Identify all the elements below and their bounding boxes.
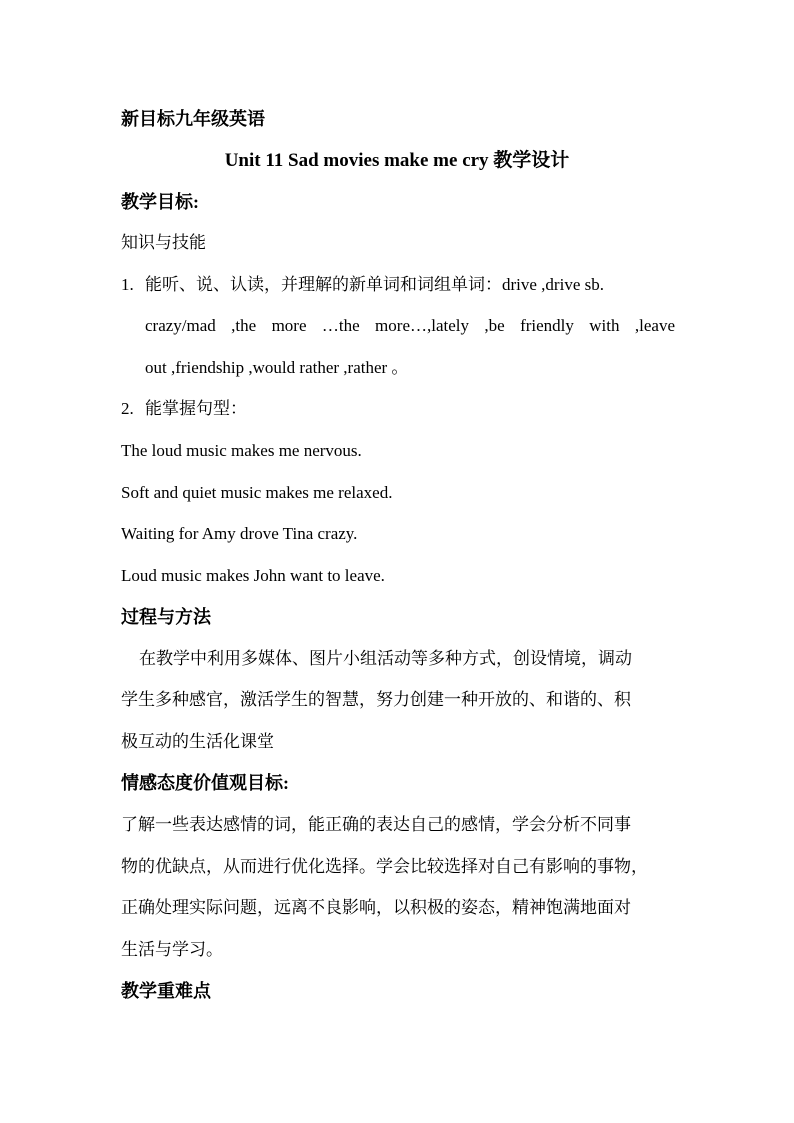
sentence-3: Waiting for Amy drove Tina crazy.: [121, 524, 358, 543]
knowledge-heading: 知识与技能: [121, 233, 206, 252]
emotion-line3: 正确处理实际问题，远离不良影响，以积极的姿态，精神饱满地面对: [121, 898, 631, 917]
item2-row: [121, 398, 676, 420]
difficulty-heading: 教学重难点: [121, 981, 211, 1001]
process-line2: 学生多种感官，激活学生的智慧，努力创建一种开放的、和谐的、积: [121, 690, 631, 709]
item1-line3: out ,friendship ,would rather ,rather 。: [145, 358, 409, 377]
process-line1: 在教学中利用多媒体、图片小组活动等多种方式，创设情境，调动: [139, 649, 632, 668]
objectives-heading: 教学目标:: [121, 192, 199, 212]
item1-line1: 能听、说、认读，并理解的新单词和词组单词：drive ,drive sb.: [145, 275, 604, 294]
emotion-heading: 情感态度价值观目标:: [121, 773, 289, 793]
sentence-2: Soft and quiet music makes me relaxed.: [121, 483, 393, 502]
item2-text: 能掌握句型：: [145, 399, 247, 418]
sentence-1: The loud music makes me nervous.: [121, 441, 362, 460]
emotion-line1: 了解一些表达感情的词，能正确的表达自己的感情，学会分析不同事: [121, 815, 631, 834]
item2-number: 2.: [121, 399, 134, 418]
item1-number: 1.: [121, 275, 134, 294]
emotion-line2: 物的优缺点，从而进行优化选择。学会比较选择对自己有影响的事物，: [121, 857, 648, 876]
emotion-line4: 生活与学习。: [121, 940, 223, 959]
item1-line2: crazy/mad ,the more …the more…,lately ,be friendly with ,leave: [145, 316, 675, 335]
sentence-4: Loud music makes John want to leave.: [121, 566, 385, 585]
process-line3: 极互动的生活化课堂: [121, 732, 274, 751]
document-title: Unit 11 Sad movies make me cry 教学设计: [224, 150, 570, 171]
item1-line1-row: [121, 274, 676, 296]
process-heading: 过程与方法: [121, 607, 211, 627]
document-header: 新目标九年级英语: [121, 109, 265, 129]
